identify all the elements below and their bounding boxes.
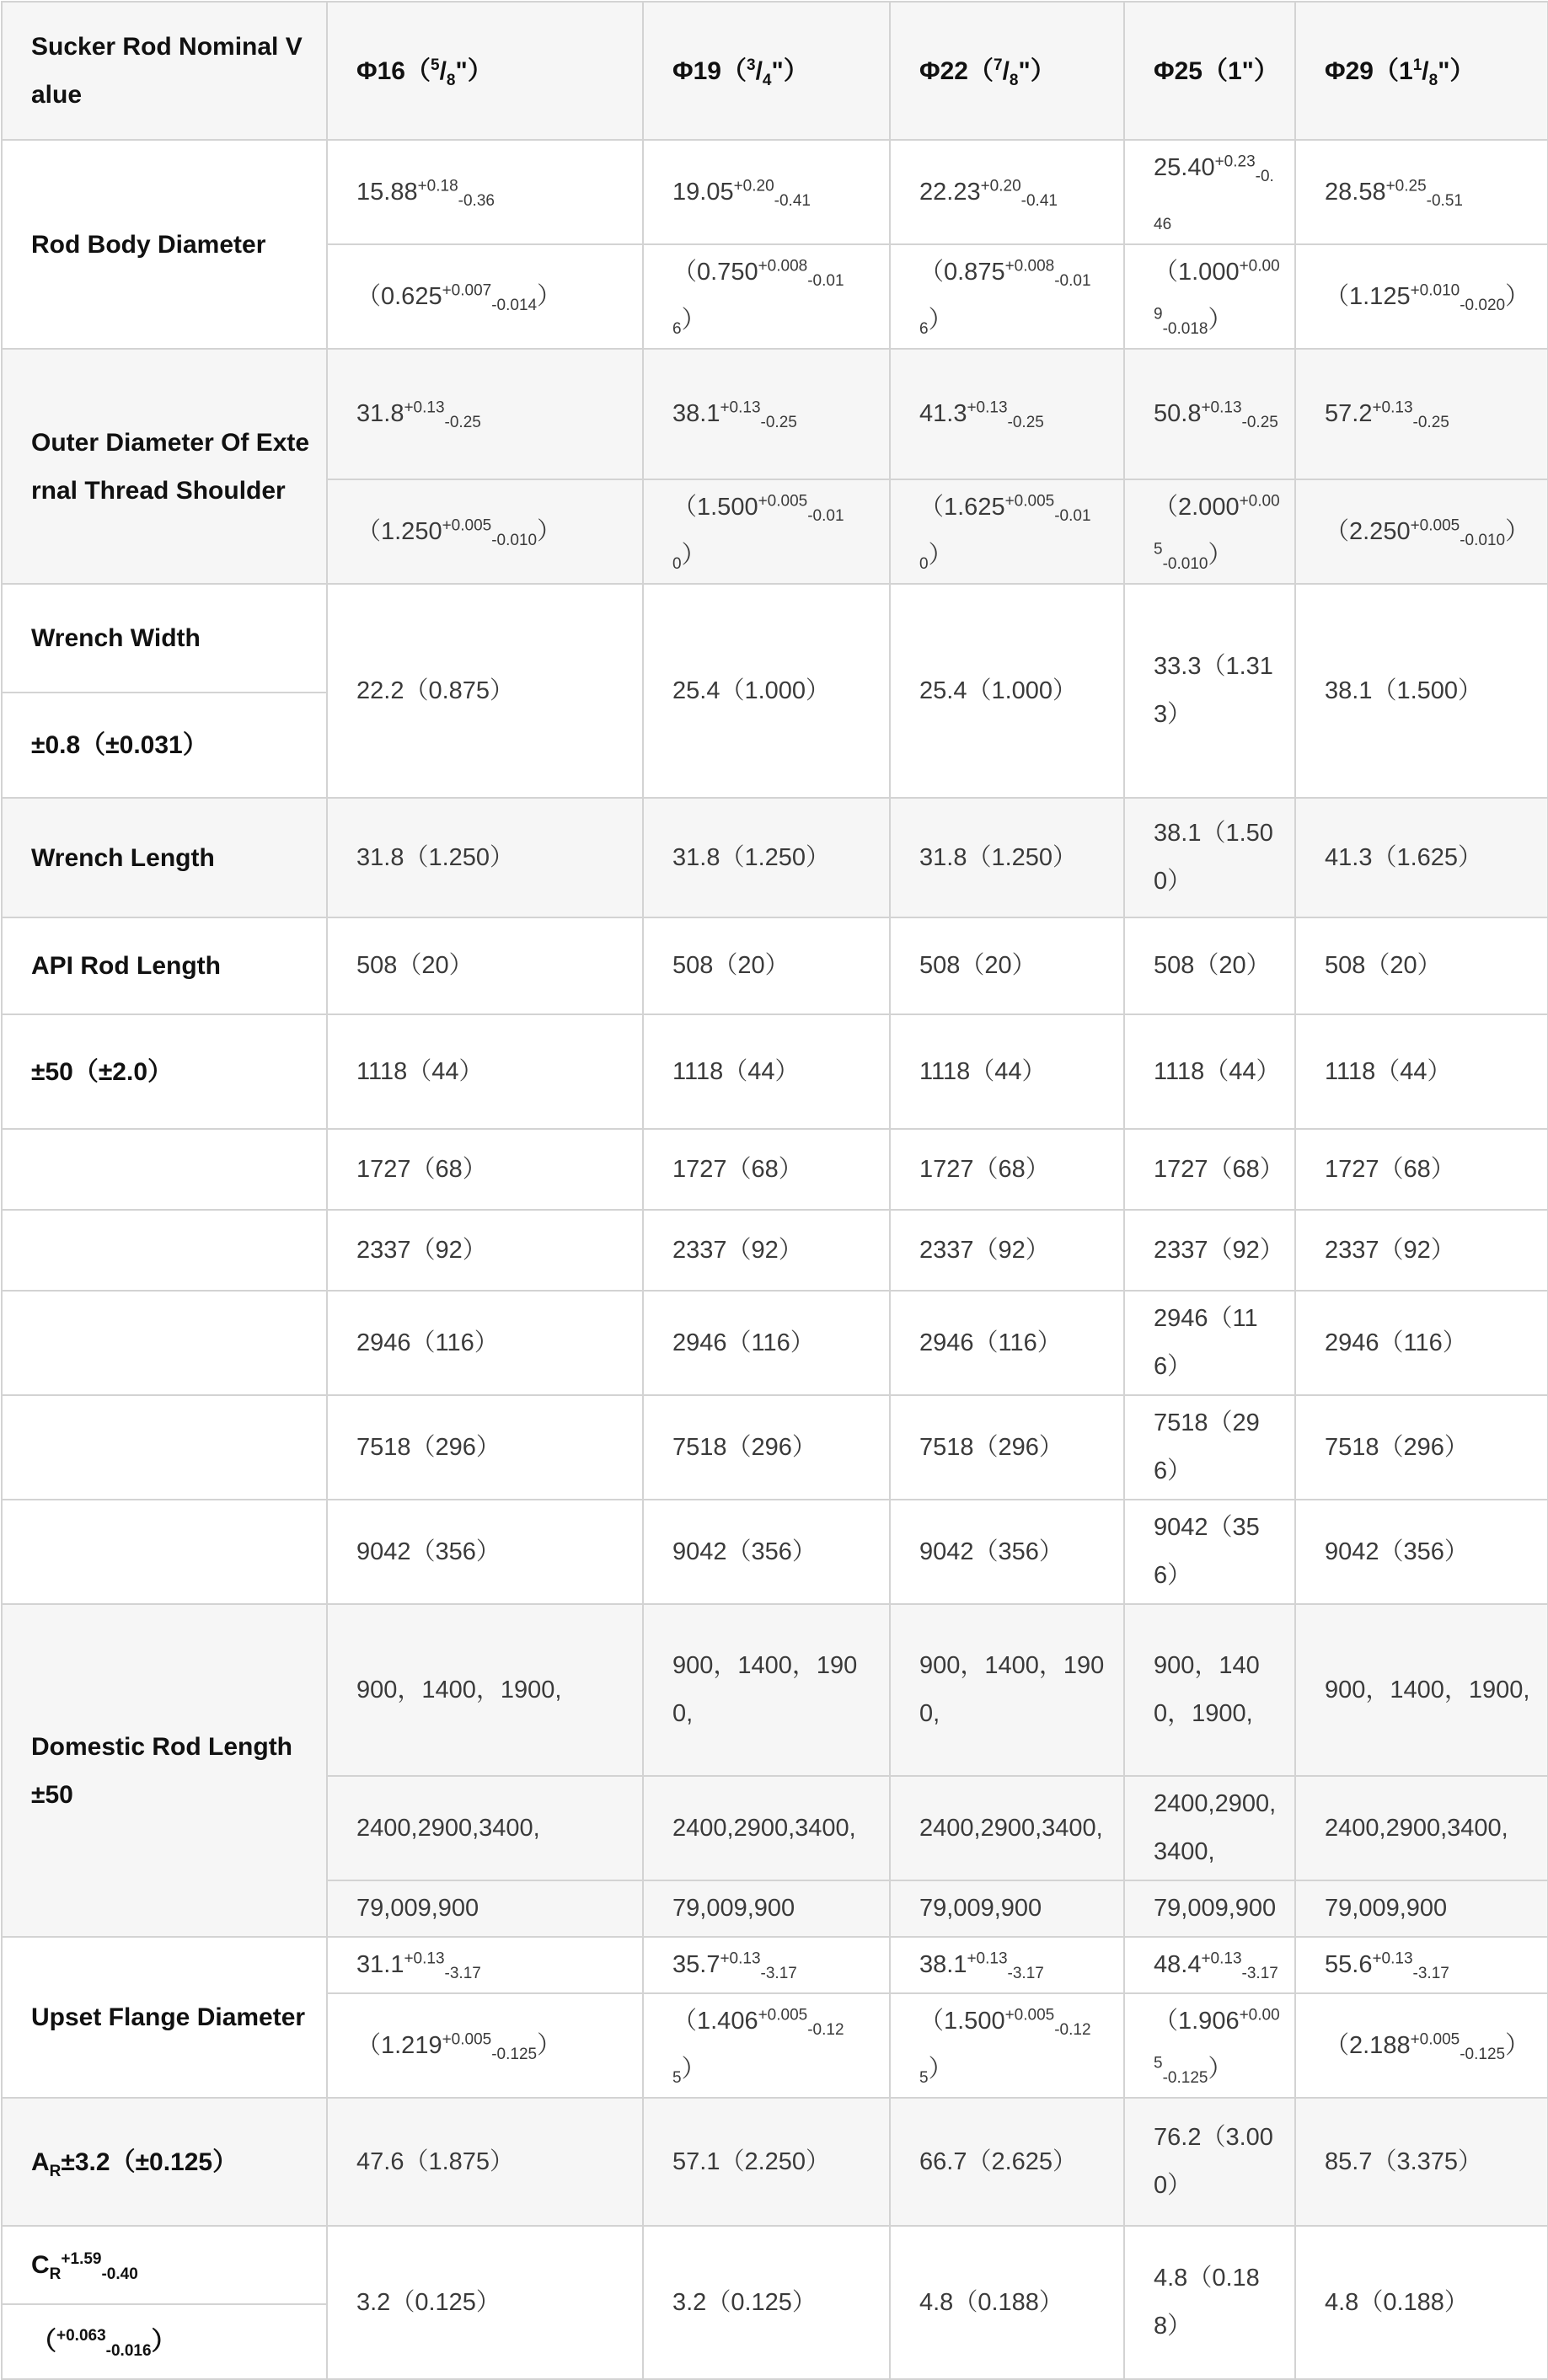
value-cell: 79,009,900 xyxy=(890,1880,1124,1937)
value-cell: 1118（44） xyxy=(327,1014,643,1129)
tol-cell: $(2.000^{+0.005}_{-0.010})$ xyxy=(1124,479,1295,584)
domestic-label: Domestic Rod Length±50 xyxy=(2,1604,327,1937)
shoulder-row xyxy=(2,349,1548,479)
value-cell: 9042（356） xyxy=(1295,1500,1548,1604)
value-cell: 900，1400，1900, xyxy=(643,1604,890,1776)
value-cell: 79,009,900 xyxy=(643,1880,890,1937)
value-cell: 9042（356） xyxy=(327,1500,643,1604)
tol-cell: $50.8^{+0.13}_{-0.25}$ xyxy=(1124,349,1295,479)
value-cell: 9042（356） xyxy=(1124,1500,1295,1604)
wrench-width-row xyxy=(2,584,1548,693)
value-cell: 1118（44） xyxy=(1295,1014,1548,1129)
value-cell: 79,009,900 xyxy=(1124,1880,1295,1937)
value-cell: 3.2（0.125） xyxy=(327,2226,643,2379)
header-col: Φ25（1"） xyxy=(1124,2,1295,140)
tol-cell: $31.1^{+0.13}_{-3.17}$ xyxy=(327,1937,643,1993)
value-cell: 4.8（0.188） xyxy=(1124,2226,1295,2379)
api-length-row xyxy=(2,1014,1548,1129)
wrench-width-label: Wrench Width xyxy=(2,584,327,693)
cr-inch-label: （$^{+0.063}_{-0.016}$） xyxy=(2,2304,327,2379)
tol-cell: $(0.875^{+0.008}_{-0.016})$ xyxy=(890,244,1124,349)
value-cell: 47.6（1.875） xyxy=(327,2098,643,2226)
tol-cell: $38.1^{+0.13}_{-0.25}$ xyxy=(643,349,890,479)
tol-cell: $(1.906^{+0.005}_{-0.125})$ xyxy=(1124,1993,1295,2098)
value-cell: 2946（116） xyxy=(1124,1291,1295,1395)
api-length-row xyxy=(2,1129,1548,1210)
value-cell: 31.8（1.250） xyxy=(890,798,1124,917)
wrench-width-tolerance: ±0.8（±0.031） xyxy=(2,693,327,798)
value-cell: 2337（92） xyxy=(1295,1210,1548,1291)
value-cell: 2337（92） xyxy=(890,1210,1124,1291)
value-cell: 33.3（1.313） xyxy=(1124,584,1295,798)
value-cell: 508（20） xyxy=(327,917,643,1014)
value-cell: 900，1400，1900, xyxy=(327,1604,643,1776)
upset-row xyxy=(2,1937,1548,1993)
value-cell: 900，1400，1900, xyxy=(890,1604,1124,1776)
value-cell: 1118（44） xyxy=(643,1014,890,1129)
header-col: $\Phi 29(1^1/_8")$ xyxy=(1295,2,1548,140)
value-cell: 38.1（1.500） xyxy=(1295,584,1548,798)
empty-cell xyxy=(2,1291,327,1395)
tol-cell: $35.7^{+0.13}_{-3.17}$ xyxy=(643,1937,890,1993)
empty-cell xyxy=(2,1210,327,1291)
api-length-row xyxy=(2,917,1548,1014)
header-col: $\Phi 22(^7/_8")$ xyxy=(890,2,1124,140)
value-cell: 1118（44） xyxy=(1124,1014,1295,1129)
value-cell: 2400,2900,3400, xyxy=(643,1776,890,1880)
tol-cell: $57.2^{+0.13}_{-0.25}$ xyxy=(1295,349,1548,479)
value-cell: 1118（44） xyxy=(890,1014,1124,1129)
api-length-row xyxy=(2,1291,1548,1395)
value-cell: 2946（116） xyxy=(327,1291,643,1395)
tol-cell: $(1.219^{+0.005}_{-0.125})$ xyxy=(327,1993,643,2098)
value-cell: 1727（68） xyxy=(327,1129,643,1210)
tol-cell: $48.4^{+0.13}_{-3.17}$ xyxy=(1124,1937,1295,1993)
value-cell: 2946（116） xyxy=(643,1291,890,1395)
tol-cell: $(1.406^{+0.005}_{-0.125})$ xyxy=(643,1993,890,2098)
domestic-row xyxy=(2,1604,1548,1776)
value-cell: 900，1400，1900, xyxy=(1124,1604,1295,1776)
value-cell: 508（20） xyxy=(890,917,1124,1014)
wrench-length-label: Wrench Length xyxy=(2,798,327,917)
value-cell: 31.8（1.250） xyxy=(643,798,890,917)
value-cell: 1727（68） xyxy=(643,1129,890,1210)
cr-label: $C_R^{+1.59}_{-0.40}$ xyxy=(2,2226,327,2304)
empty-cell xyxy=(2,1395,327,1500)
value-cell: 1727（68） xyxy=(1124,1129,1295,1210)
tol-cell: $22.23^{+0.20}_{-0.41}$ xyxy=(890,140,1124,244)
header-col: $\Phi 19(^3/_4")$ xyxy=(643,2,890,140)
value-cell: 9042（356） xyxy=(643,1500,890,1604)
upset-label: Upset Flange Diameter xyxy=(2,1937,327,2098)
value-cell: 76.2（3.000） xyxy=(1124,2098,1295,2226)
value-cell: 7518（296） xyxy=(643,1395,890,1500)
api-length-row xyxy=(2,1395,1548,1500)
value-cell: 41.3（1.625） xyxy=(1295,798,1548,917)
shoulder-label: Outer Diameter Of External Thread Shoulder xyxy=(2,349,327,584)
tol-cell: $41.3^{+0.13}_{-0.25}$ xyxy=(890,349,1124,479)
tol-cell: $(1.625^{+0.005}_{-0.010})$ xyxy=(890,479,1124,584)
tol-cell: $38.1^{+0.13}_{-3.17}$ xyxy=(890,1937,1124,1993)
sucker-rod-spec-table xyxy=(1,1,1548,2380)
value-cell: 79,009,900 xyxy=(1295,1880,1548,1937)
value-cell: 7518（296） xyxy=(1124,1395,1295,1500)
value-cell: 2337（92） xyxy=(327,1210,643,1291)
wrench-length-row xyxy=(2,798,1548,917)
rod-body-row xyxy=(2,140,1548,244)
value-cell: 508（20） xyxy=(1124,917,1295,1014)
value-cell: 2337（92） xyxy=(643,1210,890,1291)
tol-cell: $25.40^{+0.23}_{-0.46}$ xyxy=(1124,140,1295,244)
tol-cell: $(1.250^{+0.005}_{-0.010})$ xyxy=(327,479,643,584)
api-length-row xyxy=(2,1500,1548,1604)
value-cell: 79,009,900 xyxy=(327,1880,643,1937)
value-cell: 38.1（1.500） xyxy=(1124,798,1295,917)
api-length-tolerance: ±50（±2.0） xyxy=(2,1014,327,1129)
api-length-row xyxy=(2,1210,1548,1291)
header-row xyxy=(2,2,1548,140)
value-cell: 2946（116） xyxy=(890,1291,1124,1395)
value-cell: 31.8（1.250） xyxy=(327,798,643,917)
value-cell: 2946（116） xyxy=(1295,1291,1548,1395)
api-length-label: API Rod Length xyxy=(2,917,327,1014)
tol-cell: $(0.625^{+0.007}_{-0.014})$ xyxy=(327,244,643,349)
tol-cell: $28.58^{+0.25}_{-0.51}$ xyxy=(1295,140,1548,244)
value-cell: 2337（92） xyxy=(1124,1210,1295,1291)
empty-cell xyxy=(2,1129,327,1210)
value-cell: 2400,2900,3400, xyxy=(890,1776,1124,1880)
tol-cell: $19.05^{+0.20}_{-0.41}$ xyxy=(643,140,890,244)
empty-cell xyxy=(2,1500,327,1604)
value-cell: 2400,2900,3400, xyxy=(327,1776,643,1880)
tol-cell: $(1.500^{+0.005}_{-0.010})$ xyxy=(643,479,890,584)
value-cell: 508（20） xyxy=(1295,917,1548,1014)
value-cell: 22.2（0.875） xyxy=(327,584,643,798)
value-cell: 7518（296） xyxy=(1295,1395,1548,1500)
tol-cell: $(2.250^{+0.005}_{-0.010})$ xyxy=(1295,479,1548,584)
value-cell: 57.1（2.250） xyxy=(643,2098,890,2226)
value-cell: 1727（68） xyxy=(890,1129,1124,1210)
value-cell: 4.8（0.188） xyxy=(890,2226,1124,2379)
value-cell: 7518（296） xyxy=(890,1395,1124,1500)
value-cell: 7518（296） xyxy=(327,1395,643,1500)
tol-cell: $(1.000^{+0.009}_{-0.018})$ xyxy=(1124,244,1295,349)
header-label: Sucker Rod Nominal Value xyxy=(2,2,327,140)
value-cell: 25.4（1.000） xyxy=(890,584,1124,798)
value-cell: 508（20） xyxy=(643,917,890,1014)
ar-label: $A_R\pm 3.2(\pm 0.125)$ xyxy=(2,2098,327,2226)
cr-row xyxy=(2,2226,1548,2304)
tol-cell: $(2.188^{+0.005}_{-0.125})$ xyxy=(1295,1993,1548,2098)
value-cell: 900，1400，1900, xyxy=(1295,1604,1548,1776)
tol-cell: $55.6^{+0.13}_{-3.17}$ xyxy=(1295,1937,1548,1993)
header-col: $\Phi 16(^5/_8")$ xyxy=(327,2,643,140)
tol-cell: $31.8^{+0.13}_{-0.25}$ xyxy=(327,349,643,479)
value-cell: 1727（68） xyxy=(1295,1129,1548,1210)
value-cell: 2400,2900,3400, xyxy=(1124,1776,1295,1880)
tol-cell: $15.88^{+0.18}_{-0.36}$ xyxy=(327,140,643,244)
tol-cell: $(0.750^{+0.008}_{-0.016})$ xyxy=(643,244,890,349)
tol-cell: $(1.500^{+0.005}_{-0.125})$ xyxy=(890,1993,1124,2098)
value-cell: 25.4（1.000） xyxy=(643,584,890,798)
value-cell: 3.2（0.125） xyxy=(643,2226,890,2379)
tol-cell: $(1.125^{+0.010}_{-0.020})$ xyxy=(1295,244,1548,349)
ar-row xyxy=(2,2098,1548,2226)
value-cell: 2400,2900,3400, xyxy=(1295,1776,1548,1880)
value-cell: 85.7（3.375） xyxy=(1295,2098,1548,2226)
rod-body-label: Rod Body Diameter xyxy=(2,140,327,349)
value-cell: 4.8（0.188） xyxy=(1295,2226,1548,2379)
value-cell: 66.7（2.625） xyxy=(890,2098,1124,2226)
value-cell: 9042（356） xyxy=(890,1500,1124,1604)
